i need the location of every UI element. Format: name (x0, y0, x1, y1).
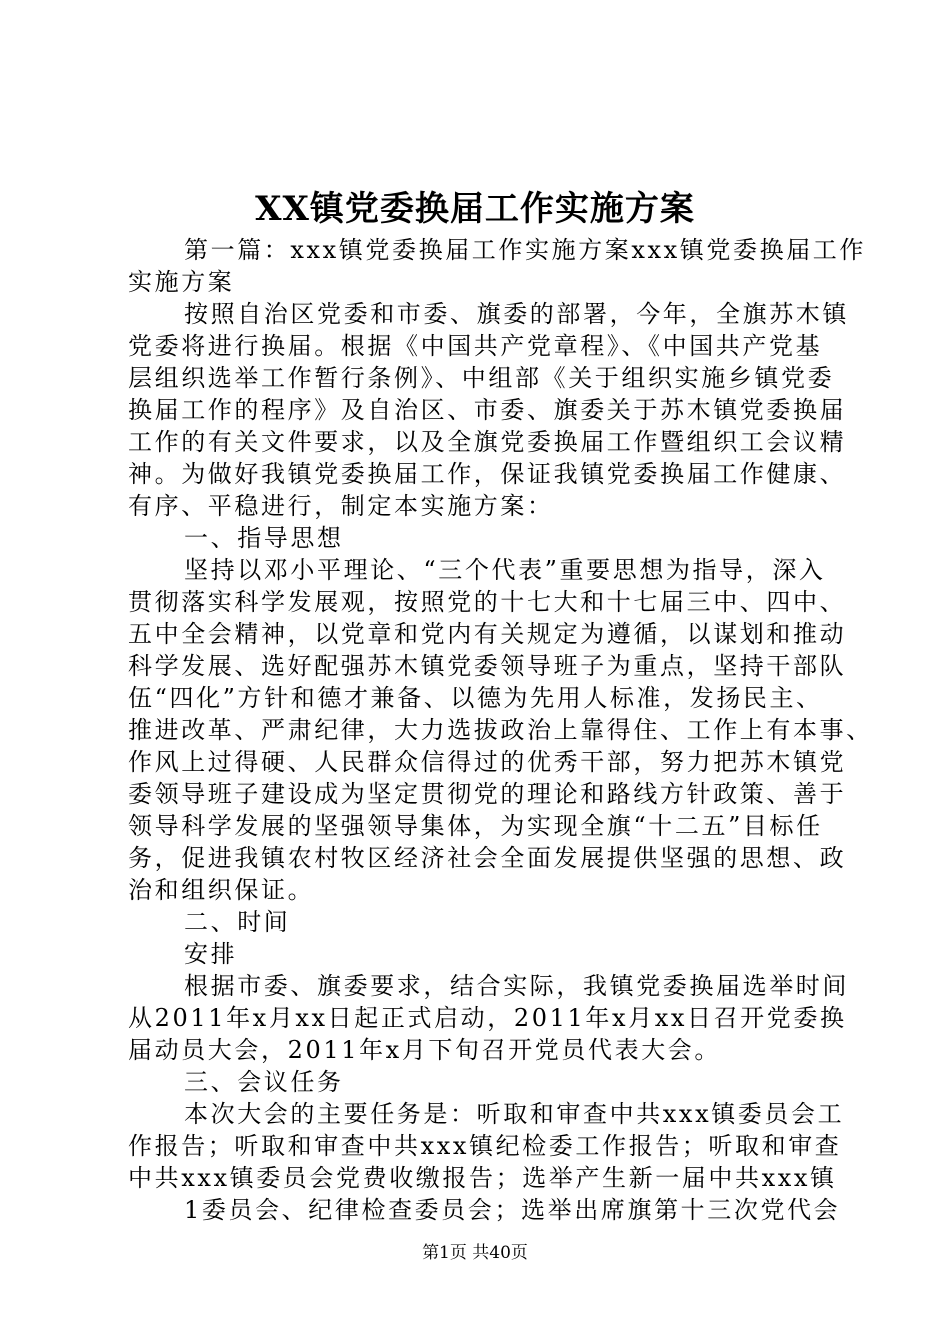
text-line: 层组织选举工作暂行条例》、中组部《关于组织实施乡镇党委 (128, 364, 835, 392)
text-line: 五中全会精神，以党章和党内有关规定为遵循，以谋划和推动 (128, 620, 847, 648)
text-line: 中共xxx镇委员会党费收缴报告；选举产生新一届中共xxx镇 (128, 1164, 837, 1192)
text-line: 委领导班子建设成为坚定贯彻党的理论和路线方针政策、善于 (128, 780, 847, 808)
text-line: 按照自治区党委和市委、旗委的部署，今年，全旗苏木镇 (184, 300, 849, 328)
text-line: 伍“四化”方针和德才兼备、以德为先用人标准，发扬民主、 (128, 684, 823, 712)
document-body (128, 234, 873, 1226)
text-line: 科学发展、选好配强苏木镇党委领导班子为重点，坚持干部队 (128, 652, 847, 680)
text-line: 领导科学发展的坚强领导集体，为实现全旗“十二五”目标任 (128, 812, 823, 840)
section-heading: 二、时间 (184, 908, 291, 936)
text-line: 推进改革、严肃纪律，大力选拔政治上靠得住、工作上有本事、 (128, 716, 873, 744)
text-line: 届动员大会，2011年x月下旬召开党员代表大会。 (128, 1036, 722, 1064)
text-line: 神。为做好我镇党委换届工作，保证我镇党委换届工作健康、 (128, 460, 847, 488)
text-line: 党委将进行换届。根据《中国共产党章程》、《中国共产党基 (128, 332, 823, 360)
text-line: 第一篇：xxx镇党委换届工作实施方案xxx镇党委换届工作 (184, 236, 867, 264)
text-line: 治和组织保证。 (128, 876, 315, 904)
text-line: 换届工作的程序》及自治区、市委、旗委关于苏木镇党委换届 (128, 396, 847, 424)
section-heading: 三、会议任务 (184, 1068, 344, 1096)
text-line: 务，促进我镇农村牧区经济社会全面发展提供坚强的思想、政 (128, 844, 847, 872)
text-line: 从2011年x月xx日起正式启动，2011年x月xx日召开党委换 (128, 1004, 847, 1032)
section-heading: 一、指导思想 (184, 524, 344, 552)
document-title: XX镇党委换届工作实施方案 (255, 189, 695, 229)
text-line: 作报告；听取和审查中共xxx镇纪检委工作报告；听取和审查 (128, 1132, 842, 1160)
text-line: 贯彻落实科学发展观，按照党的十七大和十七届三中、四中、 (128, 588, 847, 616)
section-heading: 安排 (184, 940, 238, 968)
text-line: 根据市委、旗委要求，结合实际，我镇党委换届选举时间 (184, 972, 849, 1000)
text-line: 作风上过得硬、人民群众信得过的优秀干部，努力把苏木镇党 (128, 748, 847, 776)
text-line: 1委员会、纪律检查委员会；选举出席旗第十三次党代会 (184, 1196, 841, 1224)
text-line: 有序、平稳进行，制定本实施方案： (128, 492, 554, 520)
text-line: 本次大会的主要任务是：听取和审查中共xxx镇委员会工 (184, 1100, 845, 1128)
text-line: 实施方案 (128, 268, 235, 296)
text-line: 坚持以邓小平理论、“三个代表”重要思想为指导，深入 (184, 556, 826, 584)
page-footer: 第1页 共40页 (422, 1243, 528, 1263)
text-line: 工作的有关文件要求，以及全旗党委换届工作暨组织工会议精 (128, 428, 847, 456)
